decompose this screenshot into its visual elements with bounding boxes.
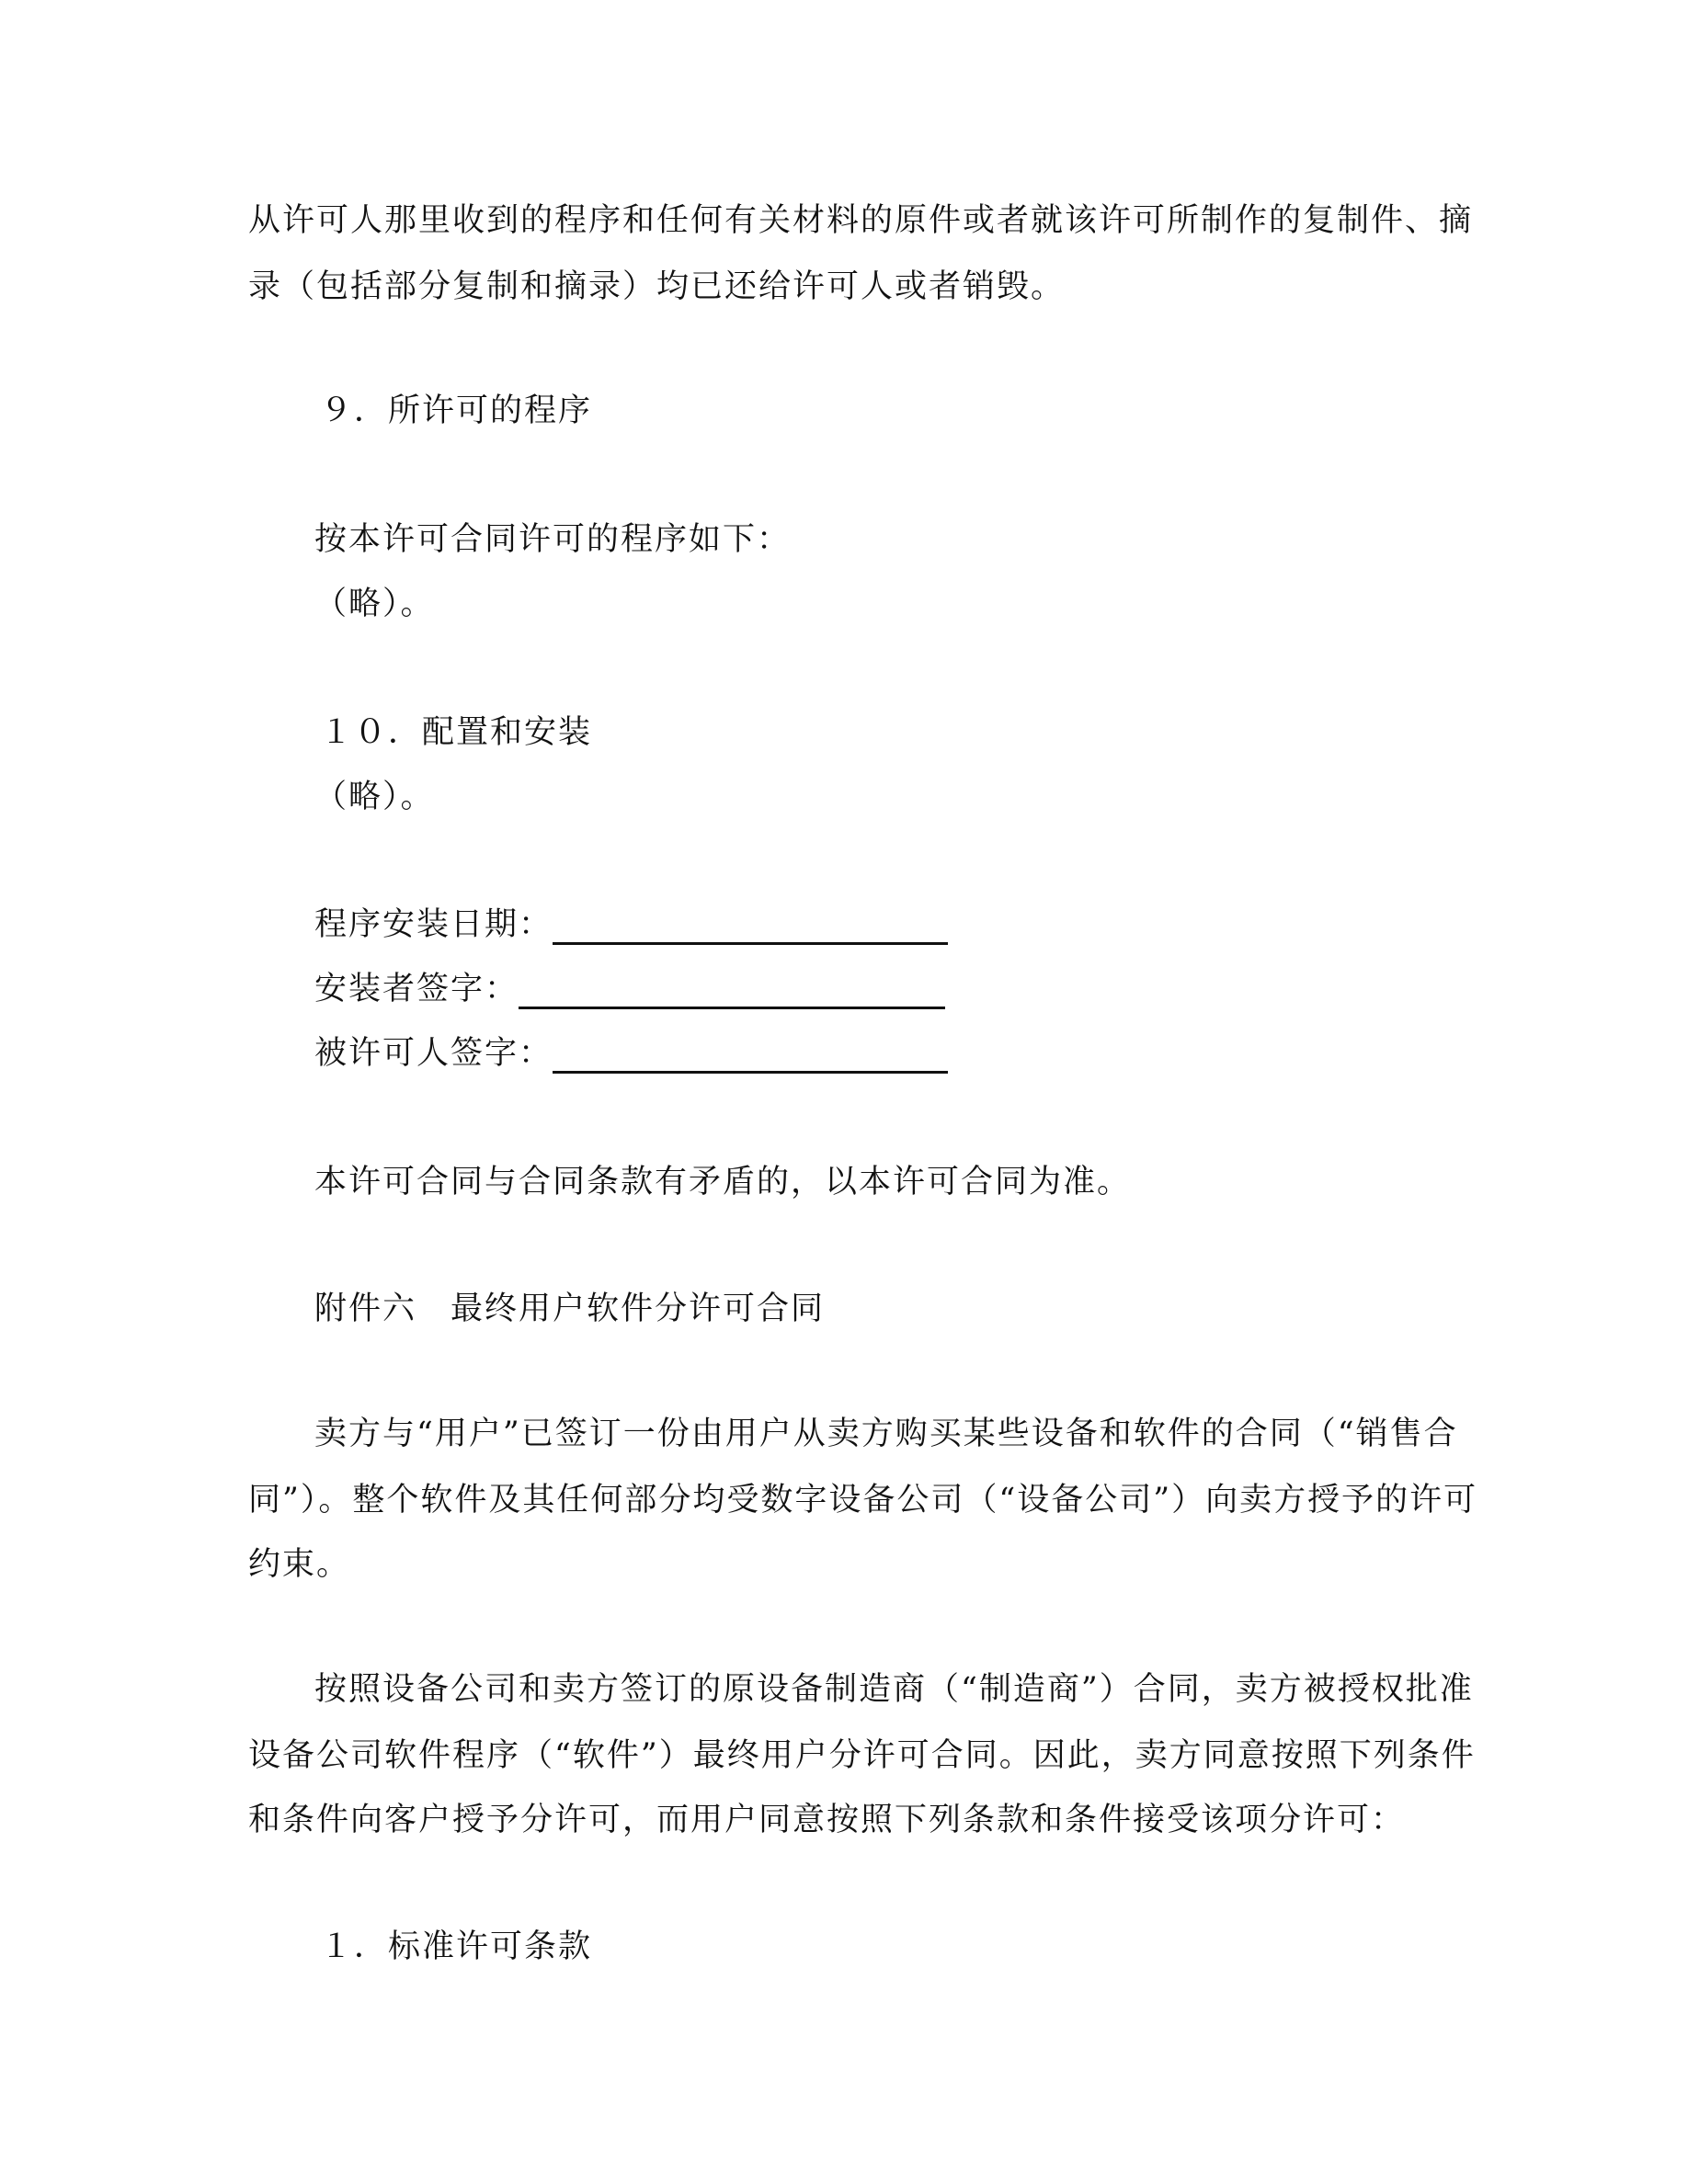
installer-signature-label: 安装者签字：	[314, 971, 519, 1007]
annex-6-title: 附件六 最终用户软件分许可合同	[314, 1291, 826, 1327]
section-9-omitted: （略）。	[314, 586, 435, 622]
annex-6-section-1-heading: １．标准许可条款	[320, 1928, 593, 1965]
continuation-line-1: 从许可人那里收到的程序和任何有关材料的原件或者就该许可所制作的复制件、摘	[248, 202, 1474, 239]
installer-signature-blank[interactable]	[519, 979, 945, 1009]
install-date-field	[314, 904, 948, 945]
licensee-signature-label: 被许可人签字：	[314, 1035, 553, 1072]
section-10-omitted: （略）。	[314, 779, 435, 815]
annex-6-para2-line1: 按照设备公司和卖方签订的原设备制造商（“制造商”）合同，卖方被授权批准	[314, 1671, 1474, 1708]
licensee-signature-blank[interactable]	[553, 1043, 948, 1074]
annex-6-para2-line3: 和条件向客户授予分许可，而用户同意按照下列条款和条件接受该项分许可：	[248, 1802, 1406, 1838]
precedence-clause: 本许可合同与合同条款有矛盾的，以本许可合同为准。	[314, 1164, 1132, 1200]
install-date-label: 程序安装日期：	[314, 906, 553, 943]
licensee-signature-field	[314, 1033, 948, 1074]
annex-6-para1-line1: 卖方与“用户”已签订一份由用户从卖方购买某些设备和软件的合同（“销售合	[314, 1416, 1458, 1452]
annex-6-para2-line2: 设备公司软件程序（“软件”）最终用户分许可合同。因此，卖方同意按照下列条件	[248, 1737, 1476, 1774]
section-10-heading: １０．配置和安装	[320, 714, 593, 751]
install-date-blank[interactable]	[553, 915, 948, 945]
section-9-heading: ９．所许可的程序	[320, 392, 593, 429]
section-9-text: 按本许可合同许可的程序如下：	[314, 521, 792, 558]
annex-6-para1-line2: 同”）。整个软件及其任何部分均受数字设备公司（“设备公司”）向卖方授予的许可	[248, 1482, 1478, 1519]
installer-signature-field	[314, 969, 945, 1009]
annex-6-para1-line3: 约束。	[248, 1546, 351, 1583]
continuation-line-2: 录（包括部分复制和摘录）均已还给许可人或者销毁。	[248, 268, 1066, 305]
